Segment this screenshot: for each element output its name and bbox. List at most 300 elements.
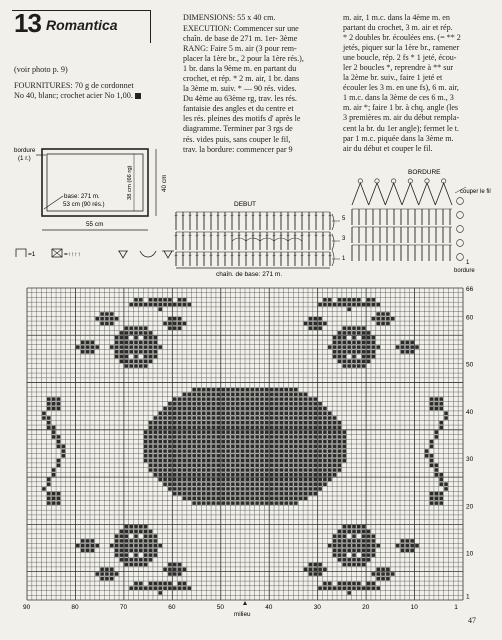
filled-cell: [250, 482, 254, 486]
filled-cell: [197, 412, 201, 416]
filled-cell: [178, 407, 182, 411]
filled-cell: [391, 317, 395, 321]
filled-cell: [158, 468, 162, 472]
filled-cell: [260, 421, 264, 425]
grid-y-label: 10: [466, 550, 474, 558]
filled-cell: [372, 350, 376, 354]
filled-cell: [212, 393, 216, 397]
filled-cell: [372, 572, 376, 576]
filled-cell: [323, 478, 327, 482]
filled-cell: [129, 364, 133, 368]
filled-cell: [183, 492, 187, 496]
filled-cell: [342, 345, 346, 349]
filled-cell: [439, 482, 443, 486]
filled-cell: [299, 449, 303, 453]
filled-cell: [212, 473, 216, 477]
filled-cell: [134, 558, 138, 562]
filled-cell: [246, 473, 250, 477]
filled-cell: [163, 412, 167, 416]
filled-cell: [304, 454, 308, 458]
legend-label-1: =1: [28, 251, 36, 258]
filled-cell: [183, 412, 187, 416]
filled-cell: [241, 445, 245, 449]
filled-cell: [226, 416, 230, 420]
filled-cell: [231, 388, 235, 392]
execution-line: placer la 1ère br., 2 pour la 1ère rés.),: [183, 54, 304, 64]
filled-cell: [299, 478, 303, 482]
filled-cell: [207, 449, 211, 453]
filled-cell: [255, 468, 259, 472]
filled-cell: [439, 397, 443, 401]
filled-cell: [347, 345, 351, 349]
filled-cell: [265, 497, 269, 501]
filled-cell: [265, 402, 269, 406]
filled-cell: [246, 416, 250, 420]
filled-cell: [352, 303, 356, 307]
filled-cell: [173, 586, 177, 590]
filled-cell: [183, 468, 187, 472]
filled-cell: [347, 539, 351, 543]
filled-cell: [154, 303, 158, 307]
filled-cell: [47, 482, 51, 486]
filled-cell: [144, 558, 148, 562]
filled-cell: [275, 388, 279, 392]
filled-cell: [255, 459, 259, 463]
filled-cell: [367, 350, 371, 354]
grid-center-label: milieu: [234, 611, 251, 618]
filled-cell: [168, 430, 172, 434]
filled-cell: [381, 322, 385, 326]
filled-cell: [280, 492, 284, 496]
filled-cell: [192, 435, 196, 439]
filled-cell: [81, 350, 85, 354]
filled-cell: [197, 468, 201, 472]
filled-cell: [212, 449, 216, 453]
filled-cell: [309, 435, 313, 439]
filled-cell: [309, 397, 313, 401]
filled-cell: [217, 464, 221, 468]
filled-cell: [294, 445, 298, 449]
filled-cell: [168, 464, 172, 468]
filled-cell: [139, 341, 143, 345]
filled-cell: [362, 336, 366, 340]
filled-cell: [52, 402, 56, 406]
filled-cell: [207, 478, 211, 482]
filled-cell: [270, 459, 274, 463]
filled-cell: [260, 459, 264, 463]
filled-cell: [231, 416, 235, 420]
filled-cell: [309, 416, 313, 420]
filled-cell: [444, 416, 448, 420]
filled-cell: [439, 407, 443, 411]
filled-cell: [154, 298, 158, 302]
filled-cell: [333, 449, 337, 453]
filled-cell: [309, 478, 313, 482]
filled-cell: [362, 345, 366, 349]
filled-cell: [86, 345, 90, 349]
filled-cell: [120, 539, 124, 543]
filled-cell: [275, 397, 279, 401]
filled-cell: [197, 416, 201, 420]
filled-cell: [250, 478, 254, 482]
picot-arch: [369, 183, 386, 205]
filled-cell: [173, 445, 177, 449]
filled-cell: [246, 421, 250, 425]
filled-cell: [386, 317, 390, 321]
filled-cell: [246, 407, 250, 411]
filled-cell: [178, 487, 182, 491]
filled-cell: [347, 525, 351, 529]
execution-line: diagramme. Terminer par 3 rgs de: [183, 124, 293, 134]
filled-cell: [47, 426, 51, 430]
bordure-row-label: 1: [466, 260, 470, 266]
filled-cell: [183, 586, 187, 590]
filled-cell: [52, 473, 56, 477]
filled-cell: [342, 341, 346, 345]
filled-cell: [226, 402, 230, 406]
filled-cell: [221, 430, 225, 434]
filled-cell: [120, 350, 124, 354]
filled-cell: [318, 464, 322, 468]
filled-cell: [207, 416, 211, 420]
filled-cell: [328, 303, 332, 307]
filled-cell: [338, 445, 342, 449]
filled-cell: [275, 487, 279, 491]
filled-cell: [149, 558, 153, 562]
filled-cell: [323, 582, 327, 586]
filled-cell: [396, 544, 400, 548]
filled-cell: [221, 449, 225, 453]
filled-cell: [284, 388, 288, 392]
filled-cell: [372, 336, 376, 340]
filled-cell: [81, 341, 85, 345]
filled-cell: [173, 407, 177, 411]
filled-cell: [187, 402, 191, 406]
filled-cell: [207, 445, 211, 449]
filled-cell: [91, 345, 95, 349]
filled-cell: [197, 393, 201, 397]
filled-cell: [76, 544, 80, 548]
filled-cell: [328, 468, 332, 472]
filled-cell: [178, 326, 182, 330]
filled-cell: [129, 350, 133, 354]
filled-cell: [260, 492, 264, 496]
filled-cell: [139, 558, 143, 562]
filled-cell: [212, 440, 216, 444]
filled-cell: [241, 497, 245, 501]
filled-cell: [304, 402, 308, 406]
filled-cell: [120, 355, 124, 359]
filled-cell: [202, 416, 206, 420]
grid-y-label: 20: [466, 503, 474, 511]
filled-cell: [158, 298, 162, 302]
filled-cell: [352, 360, 356, 364]
filled-cell: [207, 497, 211, 501]
filled-cell: [57, 402, 61, 406]
filled-cell: [275, 454, 279, 458]
filled-cell: [270, 388, 274, 392]
filled-cell: [376, 322, 380, 326]
filled-cell: [323, 430, 327, 434]
filled-cell: [47, 497, 51, 501]
filled-cell: [328, 473, 332, 477]
filled-cell: [367, 355, 371, 359]
filled-cell: [342, 563, 346, 567]
filled-cell: [163, 482, 167, 486]
filled-cell: [357, 331, 361, 335]
filled-cell: [357, 525, 361, 529]
filled-cell: [221, 459, 225, 463]
filled-cell: [318, 454, 322, 458]
filled-cell: [435, 473, 439, 477]
schematic-inner-label: 38 cm (66 rg): [127, 165, 133, 200]
filled-cell: [289, 407, 293, 411]
filled-cell: [405, 539, 409, 543]
filled-cell: [299, 426, 303, 430]
filled-cell: [183, 426, 187, 430]
filled-cell: [139, 331, 143, 335]
filled-cell: [265, 440, 269, 444]
filled-cell: [289, 492, 293, 496]
photo-reference: (voir photo p. 9): [14, 65, 68, 74]
filled-cell: [158, 591, 162, 595]
filled-cell: [110, 312, 114, 316]
filled-cell: [158, 345, 162, 349]
filled-cell: [367, 345, 371, 349]
filled-cell: [236, 492, 240, 496]
filled-cell: [275, 482, 279, 486]
filled-cell: [270, 492, 274, 496]
filled-cell: [328, 345, 332, 349]
filled-cell: [231, 501, 235, 505]
filled-cell: [265, 416, 269, 420]
filled-cell: [333, 341, 337, 345]
filled-cell: [294, 440, 298, 444]
filled-cell: [217, 426, 221, 430]
filled-cell: [192, 487, 196, 491]
filled-cell: [367, 539, 371, 543]
filled-cell: [95, 345, 99, 349]
filled-cell: [86, 549, 90, 553]
filled-cell: [212, 402, 216, 406]
filled-cell: [154, 454, 158, 458]
filled-cell: [357, 303, 361, 307]
filled-cell: [187, 445, 191, 449]
filled-cell: [221, 393, 225, 397]
filled-cell: [168, 407, 172, 411]
filled-cell: [405, 350, 409, 354]
filled-cell: [284, 492, 288, 496]
filled-cell: [352, 530, 356, 534]
filled-cell: [367, 534, 371, 538]
filled-cell: [347, 308, 351, 312]
filled-cell: [362, 544, 366, 548]
filled-cell: [357, 326, 361, 330]
grid-x-label: 1: [454, 604, 458, 611]
filled-cell: [120, 331, 124, 335]
filled-cell: [120, 544, 124, 548]
filled-cell: [376, 312, 380, 316]
filled-cell: [362, 553, 366, 557]
instruction-line: jetés, piquer sur la 1ère br., ramener: [343, 43, 460, 53]
filled-cell: [231, 435, 235, 439]
filled-cell: [367, 558, 371, 562]
filled-cell: [275, 430, 279, 434]
filled-cell: [124, 350, 128, 354]
filled-cell: [183, 582, 187, 586]
grid-x-label: 70: [119, 604, 128, 611]
filled-cell: [435, 435, 439, 439]
filled-cell: [178, 454, 182, 458]
filled-cell: [158, 454, 162, 458]
filled-cell: [318, 326, 322, 330]
filled-cell: [391, 572, 395, 576]
filled-cell: [362, 563, 366, 567]
filled-cell: [352, 364, 356, 368]
filled-cell: [134, 350, 138, 354]
debut-chart: [172, 198, 352, 280]
filled-cell: [260, 501, 264, 505]
filled-cell: [396, 345, 400, 349]
filled-cell: [192, 482, 196, 486]
filled-cell: [183, 416, 187, 420]
filled-cell: [226, 388, 230, 392]
filled-cell: [178, 440, 182, 444]
filled-cell: [163, 416, 167, 420]
filled-cell: [178, 478, 182, 482]
filled-cell: [289, 478, 293, 482]
filled-cell: [338, 435, 342, 439]
filled-cell: [304, 397, 308, 401]
filled-cell: [328, 544, 332, 548]
filled-cell: [149, 468, 153, 472]
filled-cell: [338, 421, 342, 425]
filled-cell: [284, 440, 288, 444]
filled-cell: [202, 459, 206, 463]
filled-cell: [342, 440, 346, 444]
filled-cell: [372, 582, 376, 586]
filled-cell: [352, 298, 356, 302]
filled-cell: [192, 412, 196, 416]
filled-cell: [255, 426, 259, 430]
filled-cell: [221, 497, 225, 501]
filled-cell: [183, 449, 187, 453]
filled-cell: [217, 393, 221, 397]
filled-cell: [202, 426, 206, 430]
filled-cell: [362, 534, 366, 538]
filled-cell: [246, 497, 250, 501]
filled-cell: [62, 445, 66, 449]
filled-cell: [187, 426, 191, 430]
filled-cell: [284, 393, 288, 397]
filled-cell: [347, 586, 351, 590]
filled-cell: [105, 317, 109, 321]
filled-cell: [163, 454, 167, 458]
filled-cell: [187, 468, 191, 472]
filled-cell: [115, 572, 119, 576]
filled-cell: [231, 482, 235, 486]
filled-cell: [347, 544, 351, 548]
filled-cell: [197, 497, 201, 501]
filled-cell: [333, 355, 337, 359]
filled-cell: [289, 464, 293, 468]
filled-cell: [362, 303, 366, 307]
filled-cell: [313, 563, 317, 567]
filled-cell: [217, 478, 221, 482]
filled-cell: [217, 430, 221, 434]
filled-cell: [231, 459, 235, 463]
filled-cell: [158, 412, 162, 416]
filled-cell: [246, 397, 250, 401]
filled-cell: [183, 421, 187, 425]
filled-cell: [342, 326, 346, 330]
filled-cell: [309, 487, 313, 491]
instruction-line: écouler les 3 m. en une fs), 6 m. air,: [343, 83, 459, 93]
filled-cell: [260, 402, 264, 406]
filled-cell: [270, 449, 274, 453]
filled-cell: [154, 459, 158, 463]
filled-cell: [168, 473, 172, 477]
filled-cell: [250, 473, 254, 477]
filled-cell: [134, 298, 138, 302]
filled-cell: [289, 497, 293, 501]
filled-cell: [280, 393, 284, 397]
filled-cell: [357, 549, 361, 553]
filled-cell: [124, 525, 128, 529]
filled-cell: [309, 426, 313, 430]
filled-cell: [212, 435, 216, 439]
filled-cell: [318, 568, 322, 572]
filled-cell: [318, 402, 322, 406]
filled-cell: [178, 317, 182, 321]
filled-cell: [439, 497, 443, 501]
filled-cell: [183, 397, 187, 401]
filled-cell: [207, 397, 211, 401]
filled-cell: [323, 435, 327, 439]
filled-cell: [236, 497, 240, 501]
filled-cell: [241, 402, 245, 406]
filled-cell: [280, 397, 284, 401]
filled-cell: [430, 445, 434, 449]
filled-cell: [168, 326, 172, 330]
filled-cell: [333, 586, 337, 590]
filled-cell: [158, 582, 162, 586]
filled-cell: [52, 407, 56, 411]
filled-cell: [299, 416, 303, 420]
filled-cell: [313, 468, 317, 472]
filled-cell: [313, 449, 317, 453]
filled-cell: [304, 322, 308, 326]
filled-cell: [192, 393, 196, 397]
filled-cell: [217, 445, 221, 449]
filled-cell: [405, 544, 409, 548]
filled-cell: [197, 459, 201, 463]
filled-cell: [231, 487, 235, 491]
filled-cell: [275, 416, 279, 420]
filled-cell: [323, 445, 327, 449]
filled-cell: [217, 459, 221, 463]
filled-cell: [115, 341, 119, 345]
filled-cell: [362, 525, 366, 529]
supplies: [14, 81, 184, 101]
filled-cell: [260, 416, 264, 420]
filled-cell: [265, 468, 269, 472]
filled-cell: [372, 345, 376, 349]
filled-cell: [192, 402, 196, 406]
filled-cell: [197, 464, 201, 468]
filled-cell: [255, 454, 259, 458]
filled-cell: [178, 430, 182, 434]
